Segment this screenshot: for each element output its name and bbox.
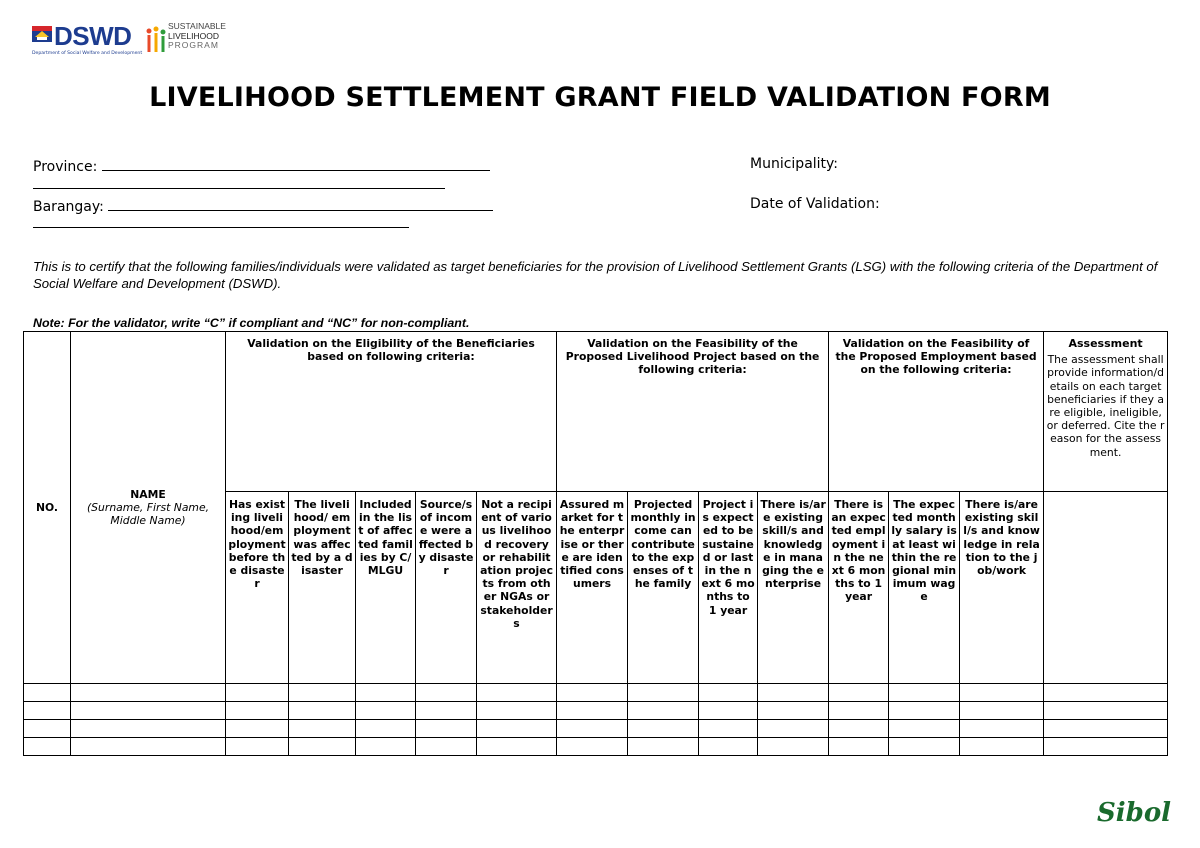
province-input-line-continued[interactable] xyxy=(33,174,445,189)
criterion-header: The livelihood/ employment was affected by a disaster xyxy=(289,492,356,684)
no-column-header: NO. xyxy=(24,332,71,684)
date-field xyxy=(750,196,880,212)
criterion-header: There is/are existing skill/s and knowledge in relation to the job/work xyxy=(960,492,1044,684)
barangay-label: Barangay: xyxy=(33,199,104,215)
table-row xyxy=(24,738,1168,756)
criterion-header: There is an expected employment in the next 6 months to 1 year xyxy=(829,492,889,684)
validation-table xyxy=(23,331,1168,756)
name-header-label: NAME xyxy=(130,487,166,501)
slp-logo xyxy=(145,22,235,58)
assessment-title: Assessment xyxy=(1068,337,1143,350)
province-input-line[interactable] xyxy=(102,156,490,171)
eligibility-group-header: Validation on the Eligibility of the Beneficiaries based on following criteria: xyxy=(226,332,557,492)
slp-line-2: LIVELIHOOD xyxy=(168,30,220,41)
name-column-header xyxy=(71,332,226,684)
sibol-logo: Sibol xyxy=(1097,798,1172,828)
form-title: LIVELIHOOD SETTLEMENT GRANT FIELD VALIDATION FORM xyxy=(149,82,1051,113)
table-row xyxy=(24,720,1168,738)
criterion-header: The expected monthly salary is at least within the regional minimum wage xyxy=(889,492,960,684)
criterion-header: Assured market for the enterprise or there are identified consumers xyxy=(557,492,628,684)
dswd-subtitle: Department of Social Welfare and Development xyxy=(32,51,143,56)
criterion-header: Source/s of income were affected by disaster xyxy=(416,492,477,684)
assessment-subheader-empty xyxy=(1044,492,1168,684)
name-header-sub: (Surname, First Name, Middle Name) xyxy=(86,500,210,528)
validator-note: Note: For the validator, write “C” if compliant and “NC” for non-compliant. xyxy=(33,316,470,330)
province-field xyxy=(33,156,490,175)
assessment-description: The assessment shall provide information/details on each target beneficiaries if they are eligible, ineligible, or deferred. Cite the reason for the assessment. xyxy=(1046,353,1165,459)
criterion-header: Project is expected to be sustained or last in the next 6 months to 1 year xyxy=(699,492,758,684)
slp-line-3: PROGRAM xyxy=(168,40,219,50)
province-label: Province: xyxy=(33,159,98,175)
barangay-input-line[interactable] xyxy=(108,196,493,211)
criterion-header: Projected monthly income can contribute to the expenses of the family xyxy=(628,492,699,684)
criterion-header: Not a recipient of various livelihood recovery or rehabilitation projects from other NGAs or stakeholders xyxy=(477,492,557,684)
table-row xyxy=(24,702,1168,720)
slp-line-1: SUSTAINABLE xyxy=(168,21,226,31)
certification-text: This is to certify that the following families/individuals were validated as target beneficiaries for the provision of Livelihood Settlement Grants (LSG) with the following criteria of the Department of Social Welfare and Development (DSWD). xyxy=(33,259,1158,291)
table-row xyxy=(24,684,1168,702)
assessment-header xyxy=(1044,332,1168,492)
criterion-header: Has existing livelihood/employment before the disaster xyxy=(226,492,289,684)
livelihood-group-header: Validation on the Feasibility of the Proposed Livelihood Project based on the following criteria: xyxy=(557,332,829,492)
municipality-label: Municipality: xyxy=(750,156,839,172)
dswd-logo xyxy=(30,20,143,60)
barangay-input-line-continued[interactable] xyxy=(33,213,409,228)
criterion-header: There is/are existing skill/s and knowledge in managing the enterprise xyxy=(758,492,829,684)
employment-group-header: Validation on the Feasibility of the Proposed Employment based on the following criteria: xyxy=(829,332,1044,492)
criterion-header: Included in the list of affected families by C/MLGU xyxy=(356,492,416,684)
dswd-emblem-icon xyxy=(32,26,52,42)
municipality-field xyxy=(750,156,838,172)
slp-figures-icon xyxy=(145,26,167,54)
date-label: Date of Validation: xyxy=(750,196,880,212)
dswd-wordmark: DSWD xyxy=(54,21,132,51)
